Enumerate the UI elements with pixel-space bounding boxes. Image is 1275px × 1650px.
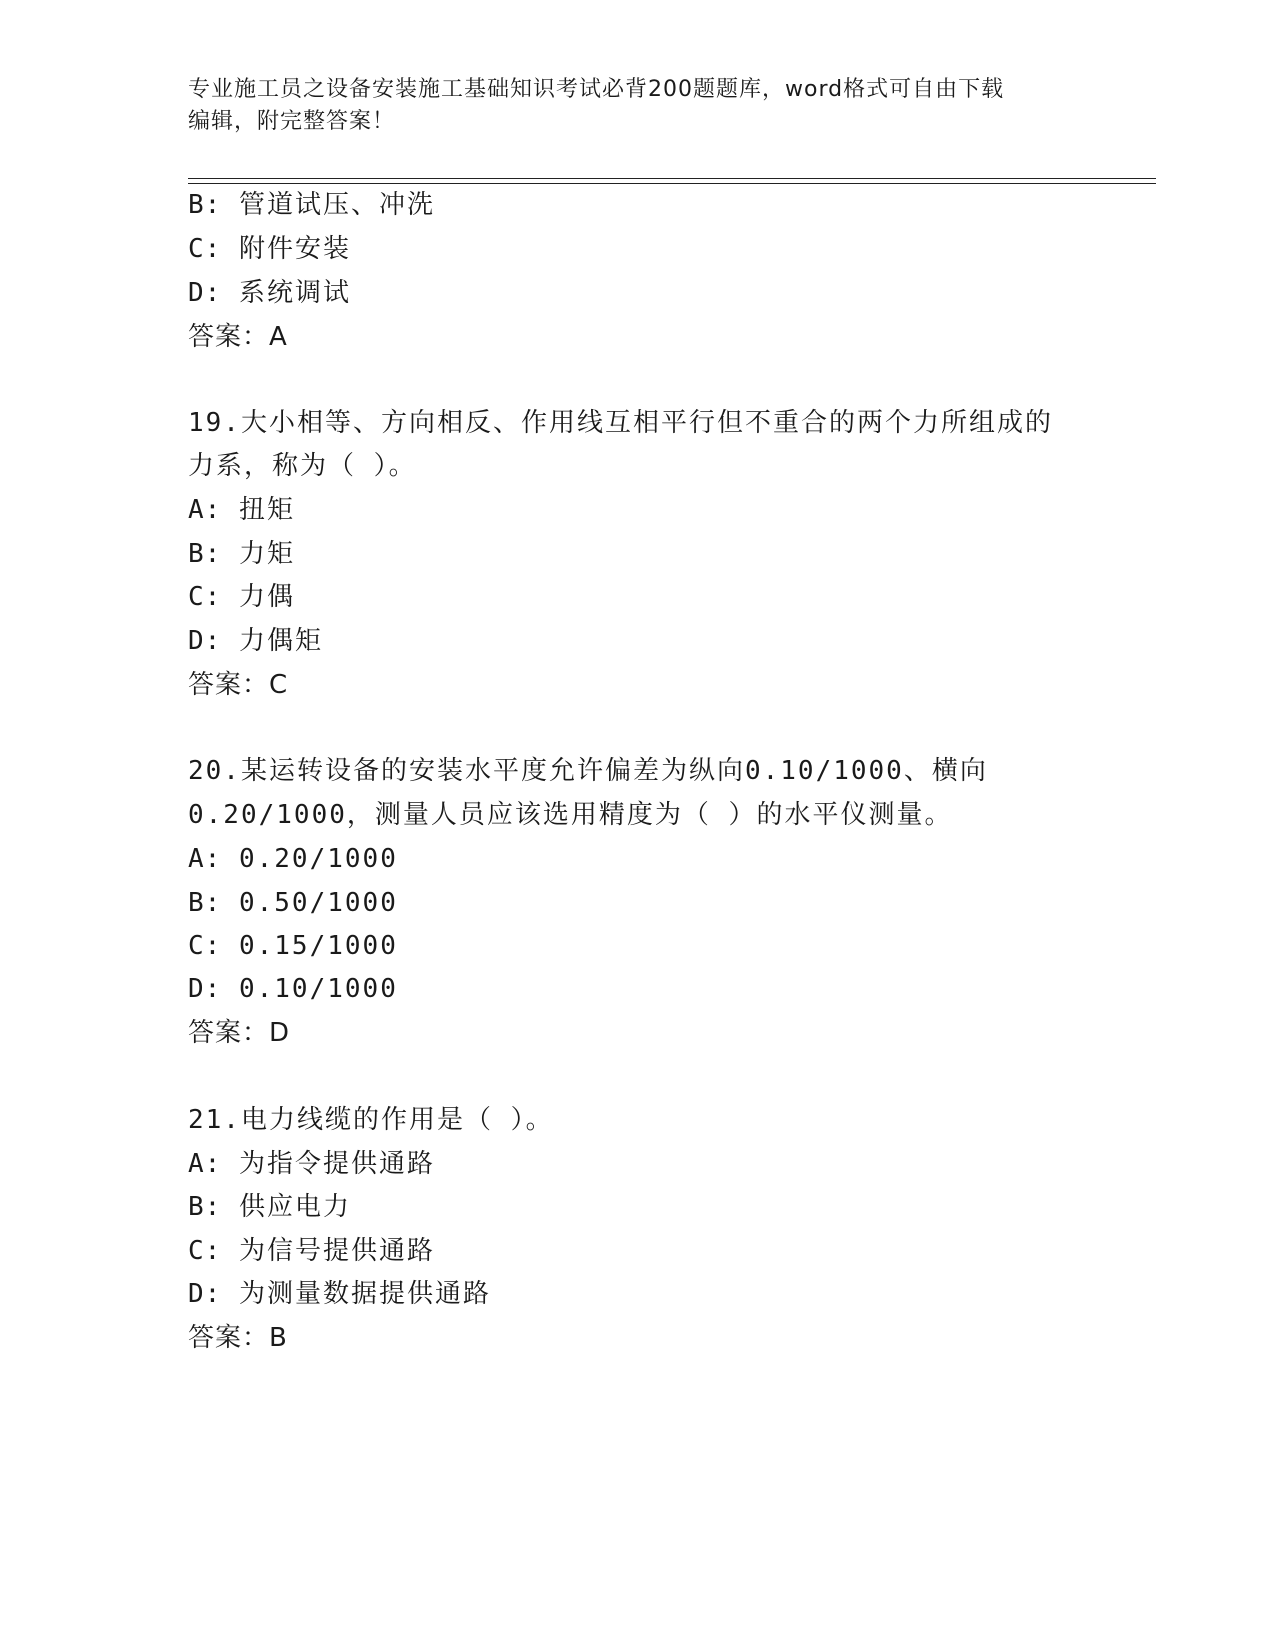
- option-d: D: 系统调试: [188, 278, 351, 308]
- header-divider-bottom: [188, 183, 1156, 184]
- option-b: B: 供应电力: [188, 1192, 351, 1222]
- option-d: D: 力偶矩: [188, 626, 323, 656]
- option-c: C: 0.15/1000: [188, 931, 398, 961]
- answer-line: 答案：D: [188, 1018, 291, 1048]
- option-c: C: 力偶: [188, 582, 295, 612]
- option-a: A: 为指令提供通路: [188, 1149, 435, 1179]
- option-b: B: 管道试压、冲洗: [188, 190, 435, 220]
- answer-line: 答案：C: [188, 670, 289, 700]
- header-line-1: 专业施工员之设备安装施工基础知识考试必背200题题库，word格式可自由下载: [188, 77, 1005, 102]
- option-d: D: 0.10/1000: [188, 974, 398, 1004]
- option-c: C: 为信号提供通路: [188, 1236, 435, 1266]
- header-divider-top: [188, 178, 1156, 179]
- option-b: B: 0.50/1000: [188, 888, 398, 918]
- question-stem: 19.大小相等、方向相反、作用线互相平行但不重合的两个力所组成的: [188, 408, 1053, 438]
- option-a: A: 0.20/1000: [188, 844, 398, 874]
- question-stem: 21.电力线缆的作用是（ ）。: [188, 1105, 554, 1135]
- question-stem-continued: 力系，称为（ ）。: [188, 451, 417, 481]
- question-stem-continued: 0.20/1000，测量人员应该选用精度为（ ）的水平仪测量。: [188, 800, 953, 830]
- answer-line: 答案：A: [188, 322, 288, 352]
- header-line-2: 编辑，附完整答案！: [188, 109, 396, 134]
- option-c: C: 附件安装: [188, 234, 351, 264]
- document-header: [188, 74, 1088, 138]
- option-b: B: 力矩: [188, 539, 295, 569]
- question-stem: 20.某运转设备的安装水平度允许偏差为纵向0.10/1000、横向: [188, 756, 988, 786]
- answer-line: 答案：B: [188, 1323, 288, 1353]
- option-d: D: 为测量数据提供通路: [188, 1279, 491, 1309]
- option-a: A: 扭矩: [188, 495, 295, 525]
